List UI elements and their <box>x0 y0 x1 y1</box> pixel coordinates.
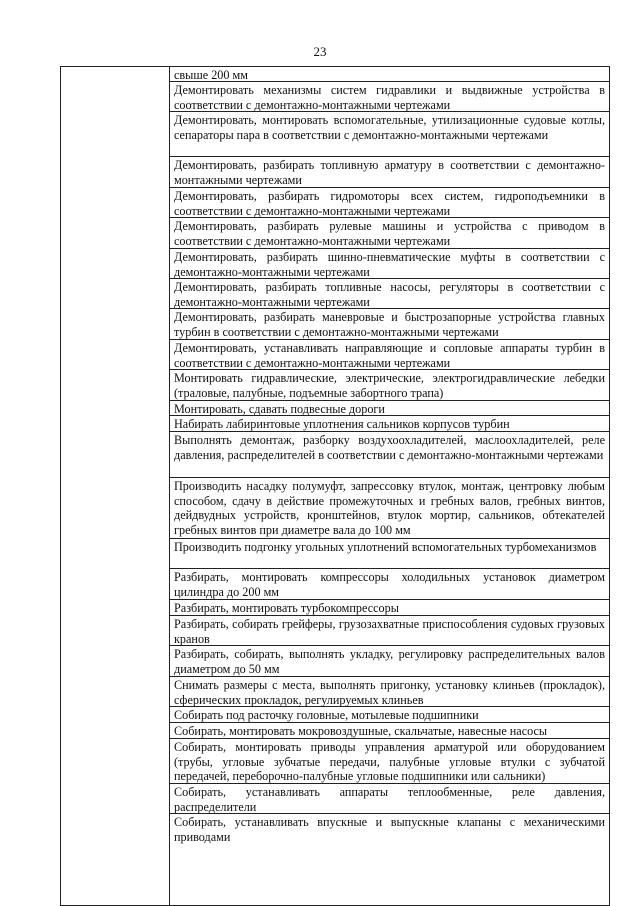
work-list <box>170 67 609 844</box>
work-item: Снимать размеры с места, выполнять пригонку, установку клиньев (прокладок), сферических прокладок, регулируемых клиньев <box>170 677 609 707</box>
work-item: Набирать лабиринтовые уплотнения сальников корпусов турбин <box>170 416 609 432</box>
work-item: Собирать, устанавливать впускные и выпускные клапаны с механическими приводами <box>174 815 605 844</box>
page-number: 23 <box>313 44 327 59</box>
left-column-cell <box>61 67 170 906</box>
work-item: Демонтировать, разбирать топливные насосы, регуляторы в соответствии с демонтажно-монтажными чертежами <box>170 279 609 309</box>
work-item: Демонтировать, разбирать гидромоторы всех систем, гидроподъемники в соответствии с демонтажно-монтажными чертежами <box>170 188 609 218</box>
work-item: Монтировать гидравлические, электрические, электрогидравлические лебедки (траловые, палубные, подъемные забортного трапа) <box>170 370 609 401</box>
work-item: Демонтировать, устанавливать направляющие и сопловые аппараты турбин в соответствии с демонтажно-монтажными чертежами <box>170 340 609 370</box>
work-item: Разбирать, собирать, выполнять укладку, регулировку распределительных валов диаметром до 50 мм <box>170 646 609 677</box>
work-item: Собирать, монтировать мокровоздушные, скальчатые, навесные насосы <box>170 723 609 739</box>
work-item: Демонтировать, разбирать топливную арматуру в соответствии с демонтажно-монтажными чертежами <box>170 157 609 188</box>
work-item: Собирать под расточку головные, мотылевые подшипники <box>170 707 609 723</box>
work-item: Производить подгонку угольных уплотнений вспомогательных турбомеханизмов <box>170 539 609 569</box>
work-item: Разбирать, монтировать компрессоры холодильных установок диаметром цилиндра до 200 мм <box>170 569 609 600</box>
work-item: Производить насадку полумуфт, запрессовку втулок, монтаж, центровку любым способом, сдачу в действие промежуточных и гребных валов, гребных винтов, дейдвудных устройств, кронштейнов, втулок мортир, сальников, обтекателей гребных винтов при диаметре вала до 100 мм <box>170 478 609 539</box>
work-item: Монтировать, сдавать подвесные дороги <box>170 401 609 416</box>
work-item: Разбирать, собирать грейферы, грузозахватные приспособления судовых грузовых кранов <box>170 616 609 646</box>
work-item: Выполнять демонтаж, разборку воздухоохладителей, маслоохладителей, реле давления, распределителей в соответствии с демонтажно-монтажными чертежами <box>170 432 609 478</box>
work-item: свыше 200 мм <box>170 67 609 82</box>
work-item: Демонтировать, монтировать вспомогательные, утилизационные судовые котлы, сепараторы пара в соответствии с демонтажно-монтажными чертежами <box>170 112 609 157</box>
work-item: Демонтировать, разбирать маневровые и быстрозапорные устройства главных турбин в соответствии с демонтажно-монтажными чертежами <box>170 309 609 340</box>
work-item: Собирать, монтировать приводы управления арматурой или оборудованием (трубы, угловые зубчатые передачи, палубные угловые втулки с зубчатой передачей, переборочно-палубные угловые подшипники или сальники) <box>170 739 609 784</box>
work-item: Демонтировать, разбирать рулевые машины и устройства с приводом в соответствии с демонтажно-монтажными чертежами <box>170 218 609 249</box>
work-table <box>60 66 610 906</box>
work-list-cell <box>170 67 610 906</box>
work-item: Разбирать, монтировать турбокомпрессоры <box>170 600 609 616</box>
work-item: Демонтировать, разбирать шинно-пневматические муфты в соответствии с демонтажно-монтажными чертежами <box>170 249 609 279</box>
work-item: Собирать, устанавливать аппараты теплообменные, реле давления, распределители <box>170 784 609 814</box>
work-item: Демонтировать механизмы систем гидравлики и выдвижные устройства в соответствии с демонтажно-монтажными чертежами <box>170 82 609 112</box>
